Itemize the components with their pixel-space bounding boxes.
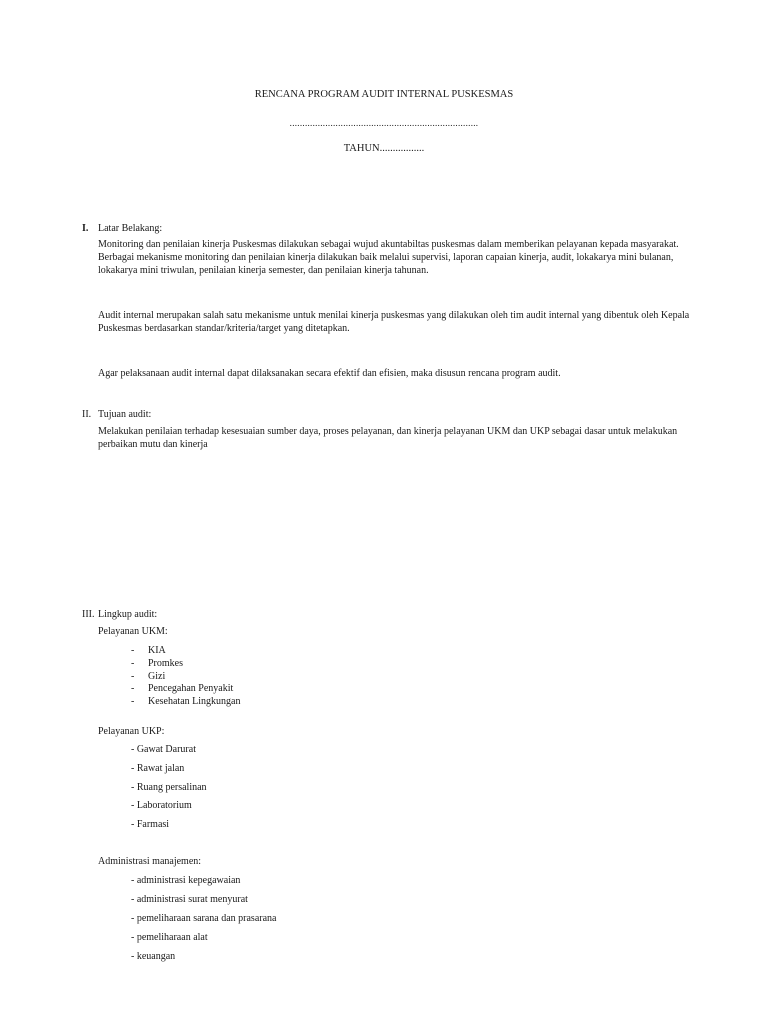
section-3-number: III. [82, 609, 95, 620]
paragraph-line: Audit internal merupakan salah satu mekanisme untuk menilai kinerja puskesmas yang dilakukan oleh tim audit internal yang dibentuk oleh Kepala [98, 310, 690, 321]
list-item: - Ruang persalinan [131, 782, 207, 793]
list-item: - pemeliharaan alat [131, 932, 208, 943]
year-line: TAHUN................. [343, 143, 425, 154]
bullet-dash: - [131, 645, 135, 656]
list-item-label: KIA [148, 645, 166, 656]
paragraph-line: Berbagai mekanisme monitoring dan penilaian kinerja dilakukan baik melalui supervisi, laporan capaian kinerja, audit, lokakarya mini bulanan, [98, 252, 674, 263]
paragraph-line: lokakarya mini triwulan, penilaian kinerja semester, dan penilaian kinerja tahunan. [98, 265, 429, 276]
list-item-label: Gizi [148, 670, 166, 682]
paragraph-line: Agar pelaksanaan audit internal dapat dilaksanakan secara efektif dan efisien, maka disusun rencana program audit. [98, 368, 561, 379]
section-2-paragraph [98, 425, 694, 451]
paragraph-line: Melakukan penilaian terhadap kesesuaian sumber daya, proses pelayanan, dan kinerja pelayanan UKM dan UKP sebagai dasar untuk melakukan [98, 426, 678, 437]
paragraph-line: Monitoring dan penilaian kinerja Puskesmas dilakukan sebagai wujud akuntabiltas puskesmas dalam memberikan pelayanan kepada masyarakat. [98, 239, 679, 250]
bullet-dash: - [131, 657, 135, 669]
section-2-title: Tujuan audit: [98, 409, 152, 420]
section-2-number: II. [82, 409, 92, 420]
list-item [131, 644, 240, 657]
list-item-label: Kesehatan Lingkungan [148, 696, 241, 708]
list-item: - Rawat jalan [131, 763, 185, 774]
list-item: - keuangan [131, 951, 176, 962]
title-dots: .......................................................................... [289, 118, 479, 128]
bullet-dash: - [131, 670, 135, 682]
list-item: - Laboratorium [131, 800, 192, 811]
list-item: - administrasi surat menyurat [131, 894, 248, 905]
section-1-paragraph-2 [98, 309, 694, 335]
section-3-title: Lingkup audit: [98, 609, 158, 620]
ukm-title: Pelayanan UKM: [98, 626, 168, 637]
list-item-label: Promkes [148, 657, 183, 669]
paragraph-line: perbaikan mutu dan kinerja [98, 439, 208, 450]
section-1-paragraph-1 [98, 238, 694, 277]
ukp-title: Pelayanan UKP: [98, 726, 165, 737]
list-item: - Gawat Darurat [131, 744, 196, 755]
bullet-dash: - [131, 683, 135, 695]
list-item: - administrasi kepegawaian [131, 875, 241, 886]
list-item [131, 657, 240, 670]
list-item [131, 695, 240, 708]
paragraph-line: Puskesmas berdasarkan standar/kriteria/target yang ditetapkan. [98, 323, 350, 334]
list-item [131, 670, 240, 683]
admin-title: Administrasi manajemen: [98, 856, 202, 867]
section-1-title: Latar Belakang: [98, 223, 163, 234]
bullet-dash: - [131, 696, 135, 708]
ukm-list [131, 644, 240, 708]
section-1-paragraph-3 [98, 367, 694, 380]
list-item: - pemeliharaan sarana dan prasarana [131, 913, 277, 924]
list-item [131, 682, 240, 695]
document-title: RENCANA PROGRAM AUDIT INTERNAL PUSKESMAS [254, 89, 514, 100]
list-item: - Farmasi [131, 819, 170, 830]
section-1-number: I. [82, 223, 89, 234]
list-item-label: Pencegahan Penyakit [148, 683, 234, 695]
